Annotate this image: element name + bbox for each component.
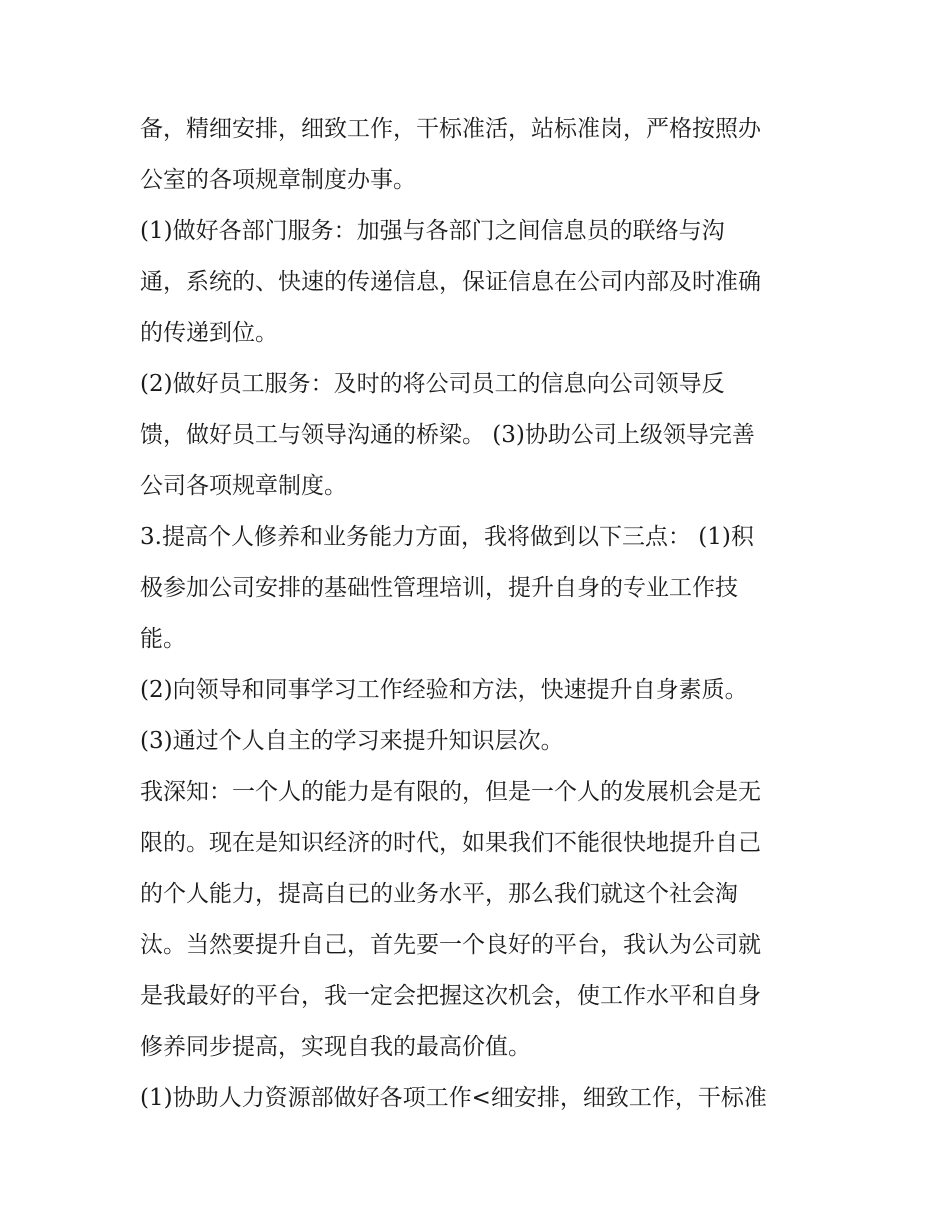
text-line: 馈，做好员工与领导沟通的桥梁。 (3)协助公司上级领导完善 (140, 422, 755, 448)
text-line: 能。 (140, 626, 186, 652)
text-line: 汰。当然要提升自己，首先要一个良好的平台，我认为公司就 (140, 932, 761, 958)
text-line: 我深知：一个人的能力是有限的，但是一个人的发展机会是无 (140, 779, 761, 805)
text-line: 公司各项规章制度。 (140, 473, 347, 499)
text-line: 的传递到位。 (140, 320, 278, 346)
text-line: (2)做好员工服务：及时的将公司员工的信息向公司领导反 (140, 371, 725, 397)
text-line: 公室的各项规章制度办事。 (140, 167, 416, 193)
text-line: 备，精细安排，细致工作，干标准活，站标准岗，严格按照办 (140, 116, 761, 142)
text-line: (2)向领导和同事学习工作经验和方法，快速提升自身素质。 (140, 677, 748, 703)
text-line: 通，系统的、快速的传递信息，保证信息在公司内部及时准确 (140, 269, 761, 295)
text-line: 3.提高个人修养和业务能力方面，我将做到以下三点： (1)积 (140, 524, 754, 550)
document-body (140, 104, 820, 1124)
text-line: 是我最好的平台，我一定会把握这次机会，使工作水平和自身 (140, 983, 761, 1009)
text-line: (3)通过个人自主的学习来提升知识层次。 (140, 728, 564, 754)
text-line: 限的。现在是知识经济的时代，如果我们不能很快地提升自己 (140, 830, 761, 856)
text-line: 修养同步提高，实现自我的最高价值。 (140, 1034, 531, 1060)
text-line: (1)做好各部门服务：加强与各部门之间信息员的联络与沟 (140, 218, 725, 244)
text-line: 的个人能力，提高自已的业务水平，那么我们就这个社会淘 (140, 881, 738, 907)
text-line: 极参加公司安排的基础性管理培训，提升自身的专业工作技 (140, 575, 738, 601)
text-line: (1)协助人力资源部做好各项工作<细安排，细致工作，干标准 (140, 1085, 767, 1111)
